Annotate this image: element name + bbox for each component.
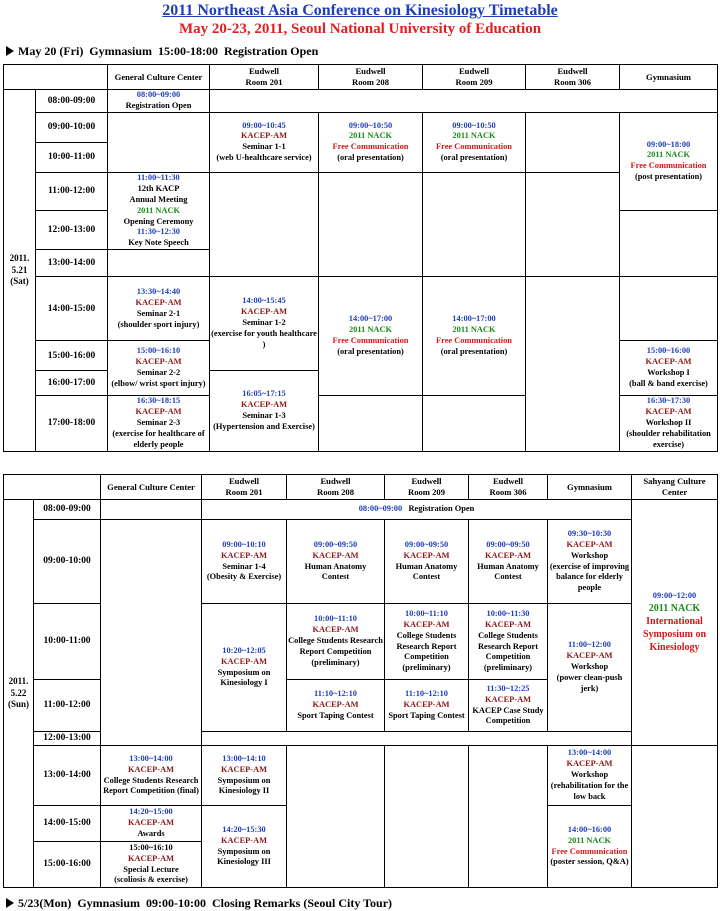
time-slot: 10:00-11:00: [36, 142, 108, 172]
empty-cell: [526, 112, 620, 172]
page-title: 2011 Northeast Asia Conference on Kinesiology Timetable: [162, 2, 558, 19]
empty-cell: [526, 277, 620, 452]
time-slot: 11:00-12:00: [36, 172, 108, 210]
time-slot: 08:00-09:00: [36, 90, 108, 113]
session-gcc-b: 14:20~15:00 KACEP-AM Awards: [101, 806, 202, 842]
time-slot: 09:00-10:00: [36, 112, 108, 142]
session-r201-c: 16:05~17:15 KACEP-AM Seminar 1-3 (Hypertension and Exercise): [210, 371, 319, 452]
empty-cell: [620, 277, 718, 341]
empty-cell: [526, 172, 620, 276]
session-r201-d: 14:20~15:30 KACEP-AM Symposium on Kinesiology III: [202, 806, 287, 888]
session-registration: 08:00~09:00 Registration Open: [108, 90, 210, 113]
session-r208-b: 14:00~17:00 2011 NACK Free Communication (oral presentation): [319, 277, 423, 396]
day-label: 2011. 5.22 (Sun): [4, 500, 34, 888]
empty-cell: [469, 746, 548, 888]
time-slot: 16:00-17:00: [36, 371, 108, 396]
session-r208-a: 09:00~10:50 2011 NACK Free Communication (oral presentation): [319, 112, 423, 172]
session-gym-a: 09:30~10:30 KACEP-AM Workshop (exercise of improving balance for elderly people: [548, 520, 632, 604]
timetable-day2: [3, 474, 718, 888]
corner-cell: [4, 475, 101, 500]
time-slot: 12:00-13:00: [36, 210, 108, 249]
empty-cell: [620, 210, 718, 276]
empty-cell: [287, 746, 385, 888]
time-slot: 10:00-11:00: [34, 604, 101, 680]
empty-cell: [101, 520, 202, 746]
empty-cell: [423, 172, 526, 276]
session-r306-c: 11:30~12:25 KACEP-AM KACEP Case Study Competition: [469, 680, 548, 732]
day-label: 2011. 5.21 (Sat): [4, 90, 36, 452]
header-room201: Eudwell Room 201: [210, 65, 319, 90]
session-sahyang: 09:00~12:00 2011 NACK International Symposium on Kinesiology: [632, 500, 718, 746]
header-sahyang: Sahyang Culture Center: [632, 475, 718, 500]
session-r209-b: 14:00~17:00 2011 NACK Free Communication (oral presentation): [423, 277, 526, 396]
session-gcc-c: 15:00~16:10 KACEP-AM Special Lecture (scoliosis & exercise): [101, 842, 202, 888]
session-r306-b: 10:00~11:30 KACEP-AM College Students Research Report Competition (preliminary): [469, 604, 548, 680]
session-gym-b: 11:00~12:00 KACEP-AM Workshop (power clean-push jerk): [548, 604, 632, 732]
header-room208: Eudwell Room 208: [319, 65, 423, 90]
time-slot: 14:00-15:00: [34, 806, 101, 842]
time-slot: 12:00-13:00: [34, 732, 101, 746]
session-gcc-c: 15:00~16:10 KACEP-AM Seminar 2-2 (elbow/ wrist sport injury): [108, 341, 210, 396]
session-r306-a: 09:00~09:50 KACEP-AM Human Anatomy Contest: [469, 520, 548, 604]
time-slot: 08:00-09:00: [34, 500, 101, 520]
empty-cell: [423, 396, 526, 452]
header-room201: Eudwell Room 201: [202, 475, 287, 500]
page-subtitle: May 20-23, 2011, Seoul National University of Education: [178, 21, 542, 37]
session-r201-c: 13:00~14:10 KACEP-AM Symposium on Kinesiology II: [202, 746, 287, 806]
session-r201-b: 14:00~15:45 KACEP-AM Seminar 1-2 (exercise for youth healthcare ): [210, 277, 319, 371]
session-r209-a: 09:00~10:50 2011 NACK Free Communication (oral presentation): [423, 112, 526, 172]
session-registration: 08:00~09:00 Registration Open: [202, 500, 632, 520]
session-r201-a: 09:00~10:45 KACEP-AM Seminar 1-1 (web U-healthcare service): [210, 112, 319, 172]
header-room208: Eudwell Room 208: [287, 475, 385, 500]
session-gcc-b: 13:30~14:40 KACEP-AM Seminar 2-1 (shoulder sport injury): [108, 277, 210, 341]
header-gcc: General Culture Center: [101, 475, 202, 500]
session-r209-a: 09:00~09:50 KACEP-AM Human Anatomy Contest: [385, 520, 469, 604]
triangle-icon: [6, 46, 14, 56]
empty-cell: [319, 396, 423, 452]
intro-text: May 20 (Fri) Gymnasium 15:00-18:00 Registration Open: [18, 44, 319, 58]
time-slot: 17:00-18:00: [36, 396, 108, 452]
header-gym: Gymnasium: [548, 475, 632, 500]
empty-cell: [210, 172, 319, 276]
session-r201-b: 10:20~12:05 KACEP-AM Symposium on Kinesiology I: [202, 604, 287, 732]
empty-cell: [202, 732, 632, 746]
empty-cell: [101, 500, 202, 520]
session-r208-a: 09:00~09:50 KACEP-AM Human Anatomy Contest: [287, 520, 385, 604]
time-slot: 13:00-14:00: [34, 746, 101, 806]
time-slot: 11:00-12:00: [34, 680, 101, 732]
empty-cell: [108, 250, 210, 277]
time-slot: 14:00-15:00: [36, 277, 108, 341]
header-room209: Eudwell Room 209: [385, 475, 469, 500]
session-gcc-a: 11:00~11:30 12th KACP Annual Meeting 2011 NACK Opening Ceremony 11:30~12:30 Key Note Speech: [108, 172, 210, 249]
outro-line: [6, 896, 392, 911]
time-slot: 15:00-16:00: [34, 842, 101, 888]
empty-cell: [632, 746, 718, 888]
corner-cell: [4, 65, 108, 90]
session-gcc-a: 13:00~14:00 KACEP-AM College Students Research Report Competition (final): [101, 746, 202, 806]
header-room306: Eudwell Room 306: [526, 65, 620, 90]
time-slot: 15:00-16:00: [36, 341, 108, 371]
outro-text: 5/23(Mon) Gymnasium 09:00-10:00 Closing Remarks (Seoul City Tour): [18, 896, 393, 910]
empty-cell: [108, 112, 210, 172]
header-gym: Gymnasium: [620, 65, 718, 90]
intro-line: [6, 44, 318, 59]
session-gym-b: 15:00~16:00 KACEP-AM Workshop I (ball & band exercise): [620, 341, 718, 396]
session-gym-c: 13:00~14:00 KACEP-AM Workshop (rehabilitation for the low back: [548, 746, 632, 806]
header-room306: Eudwell Room 306: [469, 475, 548, 500]
header-gcc: General Culture Center: [108, 65, 210, 90]
session-r201-a: 09:00~10:10 KACEP-AM Seminar 1-4 (Obesity & Exercise): [202, 520, 287, 604]
session-r209-c: 11:10~12:10 KACEP-AM Sport Taping Contest: [385, 680, 469, 732]
session-r209-b: 10:00~11:10 KACEP-AM College Students Research Report Competition (preliminary): [385, 604, 469, 680]
header-room209: Eudwell Room 209: [423, 65, 526, 90]
triangle-icon: [6, 898, 14, 908]
session-r208-c: 11:10~12:10 KACEP-AM Sport Taping Contest: [287, 680, 385, 732]
empty-cell: [210, 90, 718, 113]
empty-cell: [319, 172, 423, 276]
timetable-day1: [3, 64, 718, 452]
time-slot: 13:00-14:00: [36, 250, 108, 277]
empty-cell: [385, 746, 469, 888]
session-gcc-d: 16:30~18:15 KACEP-AM Seminar 2-3 (exercise for healthcare of elderly people: [108, 396, 210, 452]
time-slot: 09:00-10:00: [34, 520, 101, 604]
session-gym-a: 09:00~18:00 2011 NACK Free Communication (post presentation): [620, 112, 718, 210]
session-r208-b: 10:00~11:10 KACEP-AM College Students Research Report Competition (preliminary): [287, 604, 385, 680]
session-gym-c: 16:30~17:30 KACEP-AM Workshop II (shoulder rehabilitation exercise): [620, 396, 718, 452]
session-gym-d: 14:00~16:00 2011 NACK Free Communication (poster session, Q&A): [548, 806, 632, 888]
